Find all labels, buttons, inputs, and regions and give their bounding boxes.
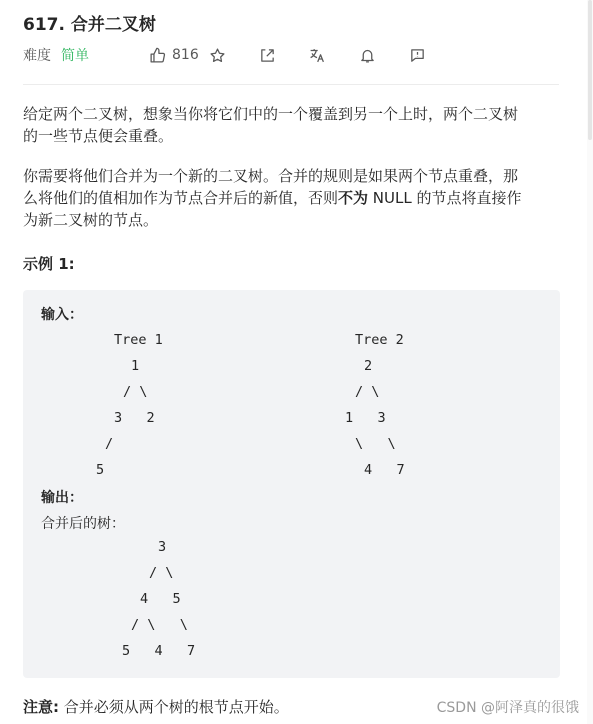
merged-node: 3 xyxy=(158,539,167,555)
note-text: 合并必须从两个树的根节点开始。 xyxy=(59,698,289,716)
difficulty-badge: 简单 xyxy=(61,48,89,64)
share-icon[interactable] xyxy=(257,46,277,64)
text-line: 的一些节点便会重叠。 xyxy=(23,127,174,145)
like-button[interactable] xyxy=(149,44,199,66)
text-line: 你需要将他们合并为一个新的二叉树。合并的规则是如果两个节点重叠，那 xyxy=(23,167,519,185)
description-paragraph-2 xyxy=(23,165,568,231)
note xyxy=(23,696,289,717)
translate-icon[interactable] xyxy=(307,46,327,64)
tree2-edge: / \ xyxy=(355,384,380,400)
text-span: 么将他们的值相加作为节点合并后的新值，否则 xyxy=(23,189,339,207)
divider xyxy=(23,84,559,85)
problem-meta xyxy=(23,44,199,66)
tree2-node: 2 xyxy=(364,358,373,374)
tree1-edge: / \ xyxy=(123,384,148,400)
bold-text: 不为 xyxy=(338,189,369,207)
input-label: 输入： xyxy=(41,307,83,323)
tree2-node: 1 3 xyxy=(345,410,386,426)
tree1-node: 3 2 xyxy=(114,410,155,426)
watermark: CSDN @阿泽真的很饿 xyxy=(436,700,579,716)
tree2-header: Tree 2 xyxy=(355,332,404,348)
tree1-node: 1 xyxy=(131,358,140,374)
merged-edge: / \ \ xyxy=(131,617,188,633)
text-line xyxy=(23,187,568,209)
bell-icon[interactable] xyxy=(357,46,377,64)
problem-title: 617. 合并二叉树 xyxy=(23,15,156,35)
text-line: 为新二叉树的节点。 xyxy=(23,211,159,229)
thumbs-up-icon xyxy=(149,47,166,64)
tree2-edge: \ \ xyxy=(355,436,396,452)
text-span: NULL 的节点将直接作 xyxy=(368,189,522,207)
tree1-header: Tree 1 xyxy=(114,332,163,348)
example-code-block xyxy=(23,290,560,678)
output-label: 输出： xyxy=(41,490,83,506)
feedback-icon[interactable] xyxy=(407,46,427,64)
star-icon[interactable] xyxy=(207,46,227,64)
tree2-node: 4 7 xyxy=(364,462,405,478)
merged-node: 4 5 xyxy=(140,591,181,607)
text-line: 给定两个二叉树，想象当你将它们中的一个覆盖到另一个上时，两个二叉树 xyxy=(23,105,519,123)
note-label: 注意: xyxy=(23,698,59,716)
example-title: 示例 1: xyxy=(23,255,75,273)
like-count: 816 xyxy=(172,47,199,63)
tree1-node: 5 xyxy=(96,462,105,478)
difficulty-label: 难度 xyxy=(23,48,51,64)
tree1-edge: / xyxy=(105,436,114,452)
merged-node: 5 4 7 xyxy=(122,643,196,659)
scrollbar[interactable] xyxy=(587,0,593,724)
merged-edge: / \ xyxy=(149,565,174,581)
scrollbar-thumb[interactable] xyxy=(588,0,592,140)
description-paragraph-1 xyxy=(23,103,568,147)
merged-tree-label: 合并后的树： xyxy=(41,516,125,532)
